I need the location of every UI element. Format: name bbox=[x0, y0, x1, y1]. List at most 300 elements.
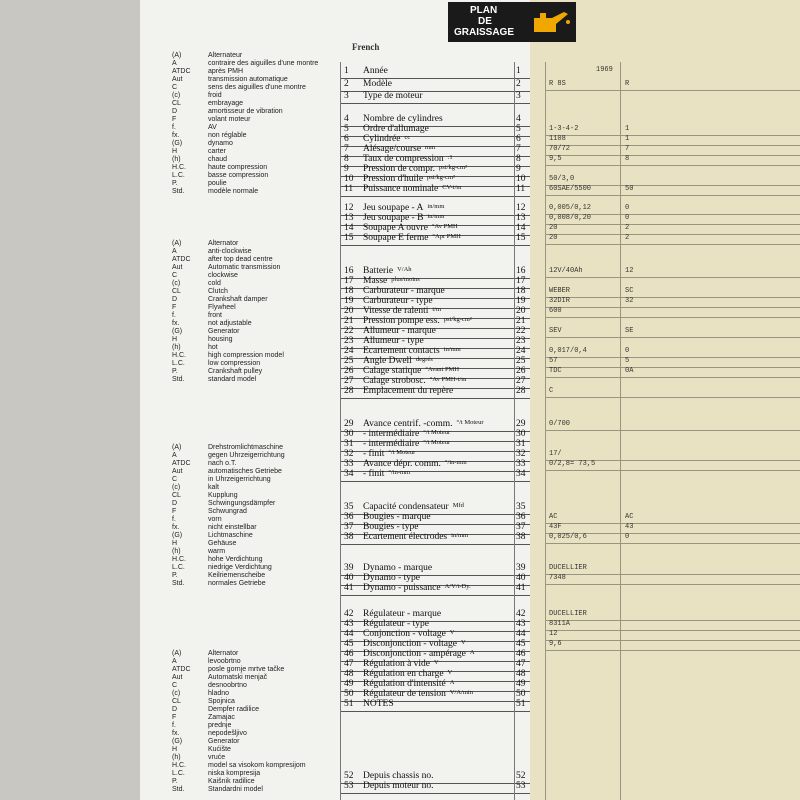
data-row-line bbox=[545, 620, 800, 621]
row-number-right: 52 bbox=[516, 771, 526, 781]
legend-entry bbox=[172, 444, 285, 452]
row-number-right: 8 bbox=[516, 154, 521, 164]
data-row-line bbox=[545, 155, 800, 156]
legend-abbr: fx. bbox=[172, 524, 180, 531]
row-label-text: Pression pompe ess. bbox=[363, 316, 440, 326]
legend-abbr: H.C. bbox=[172, 164, 186, 171]
legend-meaning: desnoobrtno bbox=[208, 682, 247, 689]
spec-value-2: 2 bbox=[625, 224, 630, 232]
row-label bbox=[363, 144, 435, 154]
legend-abbr: L.C. bbox=[172, 360, 185, 367]
legend-entry bbox=[172, 492, 285, 500]
data-row-line bbox=[545, 234, 800, 235]
row-label bbox=[363, 233, 461, 243]
row-label-text: Bougies - type bbox=[363, 522, 419, 532]
row-number: 22 bbox=[344, 326, 354, 336]
row-label-text: Puissance nominale bbox=[363, 184, 439, 194]
legend-entry bbox=[172, 84, 318, 92]
legend-entry bbox=[172, 116, 318, 124]
spec-value: 17/ bbox=[549, 450, 562, 458]
legend-entry bbox=[172, 738, 306, 746]
row-label bbox=[363, 609, 441, 619]
row-label-text: Alésage/course bbox=[363, 144, 422, 154]
row-label-text: Conjonction - voltage bbox=[363, 629, 446, 639]
spec-value: 20 bbox=[549, 234, 558, 242]
row-number: 27 bbox=[344, 376, 354, 386]
row-label-text: Bougies - marque bbox=[363, 512, 431, 522]
row-number: 6 bbox=[344, 134, 349, 144]
row-label-text: Carburateur - type bbox=[363, 296, 433, 306]
legend-meaning: Lichtmaschine bbox=[208, 532, 253, 539]
legend-meaning: Alternateur bbox=[208, 52, 243, 59]
row-unit: °Av PMH-t/m bbox=[429, 376, 467, 383]
spec-value-2: SC bbox=[625, 287, 634, 295]
legend-entry bbox=[172, 500, 285, 508]
row-label-text: Régulation en charge bbox=[363, 669, 444, 679]
legend-entry bbox=[172, 140, 318, 148]
legend-abbr: fx. bbox=[172, 730, 180, 737]
legend-abbr: Std. bbox=[172, 376, 185, 383]
data-row-line bbox=[545, 470, 800, 471]
legend-entry bbox=[172, 746, 306, 754]
legend-entry bbox=[172, 180, 318, 188]
row-number-right: 41 bbox=[516, 583, 526, 593]
legend-entry bbox=[172, 524, 285, 532]
legend-meaning: anti-clockwise bbox=[208, 248, 252, 255]
data-row-line bbox=[545, 650, 800, 651]
legend-entry bbox=[172, 52, 318, 60]
row-unit: degrés bbox=[415, 356, 433, 363]
row-unit: t/m bbox=[432, 306, 442, 313]
row-number: 7 bbox=[344, 144, 349, 154]
legend-meaning: Gehäuse bbox=[208, 540, 237, 547]
row-label-text: Vitesse de ralenti bbox=[363, 306, 429, 316]
legend-entry bbox=[172, 172, 318, 180]
spec-value: 12 bbox=[549, 630, 558, 638]
legend-entry bbox=[172, 256, 284, 264]
data-column-border bbox=[545, 62, 546, 800]
row-number: 9 bbox=[344, 164, 349, 174]
row-number: 50 bbox=[344, 689, 354, 699]
data-column-border-2 bbox=[620, 62, 621, 800]
row-number: 26 bbox=[344, 366, 354, 376]
row-number: 19 bbox=[344, 296, 354, 306]
legend-abbr: fx. bbox=[172, 132, 180, 139]
legend-meaning: chaud bbox=[208, 156, 228, 163]
spec-value-2: 0 bbox=[625, 533, 630, 541]
spec-value: 20 bbox=[549, 224, 558, 232]
legend-entry bbox=[172, 352, 284, 360]
legend-meaning: Spojnica bbox=[208, 698, 235, 705]
row-label bbox=[363, 286, 445, 296]
row-number: 41 bbox=[344, 583, 354, 593]
row-number-right: 24 bbox=[516, 346, 526, 356]
row-number-right: 6 bbox=[516, 134, 521, 144]
spec-value: AC bbox=[549, 513, 558, 521]
legend-abbr: (G) bbox=[172, 532, 183, 539]
data-row-line bbox=[545, 377, 800, 378]
legend-meaning: warm bbox=[208, 548, 226, 555]
legend-entry bbox=[172, 344, 284, 352]
row-number-right: 36 bbox=[516, 512, 526, 522]
legend-entry bbox=[172, 476, 285, 484]
spec-value-2: 50 bbox=[625, 185, 634, 193]
legend-entry bbox=[172, 108, 318, 116]
legend-abbr: (c) bbox=[172, 484, 181, 491]
row-label-text: Masse bbox=[363, 276, 388, 286]
legend-abbr: D bbox=[172, 296, 178, 303]
legend-abbr: F bbox=[172, 304, 177, 311]
legend-abbr: H bbox=[172, 148, 178, 155]
row-number-right: 50 bbox=[516, 689, 526, 699]
legend-entry bbox=[172, 468, 285, 476]
spec-value: 600 bbox=[549, 307, 562, 315]
legend-meaning: Crankshaft damper bbox=[208, 296, 268, 303]
spec-value-2: R bbox=[625, 80, 630, 88]
legend-entry bbox=[172, 580, 285, 588]
row-number-right: 12 bbox=[516, 203, 526, 213]
spec-table bbox=[340, 0, 530, 800]
row-label bbox=[363, 573, 420, 583]
legend-entry bbox=[172, 124, 318, 132]
spec-row bbox=[340, 781, 530, 794]
row-label-text: Régulateur de tension bbox=[363, 689, 446, 699]
row-number: 33 bbox=[344, 459, 354, 469]
legend-meaning: basse compression bbox=[208, 172, 269, 179]
row-number-right: 38 bbox=[516, 532, 526, 542]
row-unit: °/t Moteur bbox=[423, 429, 451, 436]
legend-abbr: (A) bbox=[172, 650, 182, 657]
row-label-text: Dynamo - marque bbox=[363, 563, 433, 573]
legend-meaning: Kupplung bbox=[208, 492, 238, 499]
legend-abbr: H bbox=[172, 336, 178, 343]
row-label bbox=[363, 419, 484, 429]
row-number: 46 bbox=[344, 649, 354, 659]
row-number: 47 bbox=[344, 659, 354, 669]
row-number: 43 bbox=[344, 619, 354, 629]
legend-abbr: Std. bbox=[172, 786, 185, 793]
row-label bbox=[363, 629, 455, 639]
table-left-border bbox=[340, 62, 341, 800]
legend-entry bbox=[172, 762, 306, 770]
row-label-text: Ecartement électrodes bbox=[363, 532, 448, 542]
legend-meaning: gegen Uhrzeigerrichtung bbox=[208, 452, 285, 459]
row-label-text: Soupape A ouvre bbox=[363, 223, 428, 233]
row-label-text: Soupape E ferme bbox=[363, 233, 429, 243]
spec-value-2: 0A bbox=[625, 367, 634, 375]
row-label-text: Dynamo - puissance bbox=[363, 583, 441, 593]
row-label bbox=[363, 522, 418, 532]
row-label-text: Emplacement du repère bbox=[363, 386, 454, 396]
legend-meaning: housing bbox=[208, 336, 233, 343]
data-row-line bbox=[545, 367, 800, 368]
legend-abbr: f. bbox=[172, 722, 176, 729]
spec-value: 32DIR bbox=[549, 297, 571, 305]
row-label-text: Avance dépr. comm. bbox=[363, 459, 441, 469]
legend-meaning: low compression bbox=[208, 360, 261, 367]
legend-entry bbox=[172, 564, 285, 572]
legend-meaning: Generator bbox=[208, 738, 240, 745]
row-unit: A bbox=[449, 679, 455, 686]
row-number: 37 bbox=[344, 522, 354, 532]
row-number: 17 bbox=[344, 276, 354, 286]
spec-value: DUCELLIER bbox=[549, 564, 587, 572]
legend-meaning: kalt bbox=[208, 484, 219, 491]
logo-line-3: GRAISSAGE bbox=[454, 27, 515, 38]
spec-value-2: 1 bbox=[625, 125, 630, 133]
row-number: 12 bbox=[344, 203, 354, 213]
row-number: 29 bbox=[344, 419, 354, 429]
legend-abbr: Aut bbox=[172, 468, 183, 475]
legend-entry bbox=[172, 778, 306, 786]
legend-abbr: C bbox=[172, 272, 178, 279]
legend-entry bbox=[172, 240, 284, 248]
row-label bbox=[363, 124, 429, 134]
row-label bbox=[363, 174, 455, 184]
legend-entry bbox=[172, 714, 306, 722]
legend-abbr: Aut bbox=[172, 674, 183, 681]
spec-row bbox=[340, 699, 530, 712]
row-number: 16 bbox=[344, 266, 354, 276]
row-number-right: 5 bbox=[516, 124, 521, 134]
legend-meaning: levoobrtno bbox=[208, 658, 241, 665]
spec-value-2: 0 bbox=[625, 204, 630, 212]
spec-value: 0,008/0,20 bbox=[549, 214, 592, 222]
legend-entry bbox=[172, 516, 285, 524]
legend-entry bbox=[172, 68, 318, 76]
legend-abbr: (h) bbox=[172, 344, 181, 351]
row-unit: mm bbox=[425, 144, 436, 151]
row-unit: in/mm bbox=[443, 346, 461, 353]
row-number-right: 47 bbox=[516, 659, 526, 669]
spec-value: 12V/40Ah bbox=[549, 267, 583, 275]
row-label bbox=[363, 346, 461, 356]
legend-abbr: f. bbox=[172, 124, 176, 131]
row-unit: V/Ah bbox=[397, 266, 412, 273]
legend-abbr: CL bbox=[172, 100, 181, 107]
legend-entry bbox=[172, 264, 284, 272]
legend-abbr: H.C. bbox=[172, 352, 186, 359]
row-number-right: 35 bbox=[516, 502, 526, 512]
row-label-text: Disconjonction - ampérage bbox=[363, 649, 466, 659]
spec-value-2: 0 bbox=[625, 214, 630, 222]
spec-row bbox=[340, 233, 530, 246]
spec-row bbox=[340, 91, 530, 104]
legend-abbr: ATDC bbox=[172, 666, 191, 673]
row-label bbox=[363, 649, 475, 659]
legend-entry bbox=[172, 682, 306, 690]
legend-entry bbox=[172, 148, 318, 156]
data-row-line bbox=[545, 523, 800, 524]
row-number-right: 13 bbox=[516, 213, 526, 223]
row-number: 38 bbox=[344, 532, 354, 542]
legend-entry bbox=[172, 548, 285, 556]
row-unit: °/t Moteur bbox=[456, 419, 484, 426]
row-label-text: Dynamo - type bbox=[363, 573, 420, 583]
row-label-text: Pression de compr. bbox=[363, 164, 436, 174]
legend-meaning: prednje bbox=[208, 722, 232, 729]
legend-abbr: F bbox=[172, 714, 177, 721]
data-row-line bbox=[545, 640, 800, 641]
row-label bbox=[363, 449, 415, 459]
legend-meaning: volant moteur bbox=[208, 116, 251, 123]
row-label-text: Type de moteur bbox=[363, 91, 423, 101]
row-label bbox=[363, 276, 420, 286]
row-label bbox=[363, 502, 464, 512]
legend-abbr: (c) bbox=[172, 280, 181, 287]
legend-abbr: (G) bbox=[172, 328, 183, 335]
spec-row bbox=[340, 184, 530, 197]
row-label-text: Jeu soupape - B bbox=[363, 213, 424, 223]
spec-row bbox=[340, 469, 530, 482]
data-row-line bbox=[545, 584, 800, 585]
row-number: 28 bbox=[344, 386, 354, 396]
row-unit: Mfd bbox=[452, 502, 464, 509]
legend-meaning: hladno bbox=[208, 690, 230, 697]
legend-entry bbox=[172, 484, 285, 492]
legend-entry bbox=[172, 360, 284, 368]
legend-abbr: (h) bbox=[172, 548, 181, 555]
legend-meaning: model sa visokom kompresijom bbox=[208, 762, 306, 769]
legend-abbr: ATDC bbox=[172, 68, 191, 75]
row-label-text: Calage strobosc. bbox=[363, 376, 426, 386]
row-unit: psi/kg-cm² bbox=[443, 316, 472, 323]
spec-row bbox=[340, 386, 530, 399]
row-number: 4 bbox=[344, 114, 349, 124]
spec-value: SEV bbox=[549, 327, 562, 335]
row-label bbox=[363, 771, 433, 781]
spec-value: 9,6 bbox=[549, 640, 562, 648]
row-unit: V bbox=[449, 629, 455, 636]
spec-value-2: 43 bbox=[625, 523, 634, 531]
legend-english bbox=[172, 240, 284, 384]
legend-entry bbox=[172, 248, 284, 256]
legend-french bbox=[172, 52, 318, 196]
legend-entry bbox=[172, 320, 284, 328]
data-row-line bbox=[545, 397, 800, 398]
data-row-line bbox=[545, 224, 800, 225]
legend-meaning: not adjustable bbox=[208, 320, 252, 327]
legend-meaning: automatisches Getriebe bbox=[208, 468, 282, 475]
legend-abbr: A bbox=[172, 658, 177, 665]
legend-entry bbox=[172, 786, 306, 794]
legend-entry bbox=[172, 658, 306, 666]
row-unit: psi/kg-cm² bbox=[427, 174, 455, 181]
legend-abbr: P. bbox=[172, 778, 178, 785]
legend-entry bbox=[172, 690, 306, 698]
spec-value: 70/72 bbox=[549, 145, 571, 153]
row-label-text: - intermédiaire bbox=[363, 429, 420, 439]
row-label bbox=[363, 114, 443, 124]
data-row-line bbox=[545, 307, 800, 308]
spec-value: C bbox=[549, 387, 554, 395]
row-number: 23 bbox=[344, 336, 354, 346]
legend-abbr: C bbox=[172, 682, 178, 689]
legend-meaning: Clutch bbox=[208, 288, 228, 295]
row-label-text: Carburateur - marque bbox=[363, 286, 445, 296]
row-label-text: Pression d'huile bbox=[363, 174, 424, 184]
row-label-text: Batterie bbox=[363, 266, 394, 276]
row-label-text: Depuis moteur no. bbox=[363, 781, 434, 791]
legend-meaning: Zamajac bbox=[208, 714, 235, 721]
legend-abbr: fx. bbox=[172, 320, 180, 327]
row-label-text: Régulation d'intensité bbox=[363, 679, 446, 689]
row-number: 24 bbox=[344, 346, 354, 356]
data-row-line bbox=[545, 135, 800, 136]
row-label bbox=[363, 306, 441, 316]
legend-abbr: D bbox=[172, 706, 178, 713]
row-number-right: 49 bbox=[516, 679, 526, 689]
legend-entry bbox=[172, 556, 285, 564]
row-number-right: 39 bbox=[516, 563, 526, 573]
legend-meaning: clockwise bbox=[208, 272, 238, 279]
spec-value-2: 2 bbox=[625, 234, 630, 242]
row-unit: °/in-mm bbox=[388, 469, 411, 476]
row-label-text: Allumeur - marque bbox=[363, 326, 436, 336]
legend-abbr: Aut bbox=[172, 76, 183, 83]
row-label bbox=[363, 134, 410, 144]
row-number: 8 bbox=[344, 154, 349, 164]
row-label bbox=[363, 459, 467, 469]
row-label-text: Capacité condensateur bbox=[363, 502, 449, 512]
data-row-line bbox=[545, 430, 800, 431]
legend-meaning: hot bbox=[208, 344, 218, 351]
row-label bbox=[363, 266, 412, 276]
logo-line-1: PLAN bbox=[470, 5, 498, 16]
row-label bbox=[363, 679, 454, 689]
row-label bbox=[363, 386, 453, 396]
legend-meaning: vruće bbox=[208, 754, 226, 761]
legend-entry bbox=[172, 328, 284, 336]
legend-abbr: (G) bbox=[172, 738, 183, 745]
row-label-text: Calage statique bbox=[363, 366, 422, 376]
row-label bbox=[363, 429, 450, 439]
spec-value: R 8S bbox=[549, 80, 566, 88]
row-number: 42 bbox=[344, 609, 354, 619]
row-number-right: 16 bbox=[516, 266, 526, 276]
spec-value-2: 5 bbox=[625, 357, 630, 365]
row-number: 18 bbox=[344, 286, 354, 296]
row-number: 25 bbox=[344, 356, 354, 366]
row-number-right: 4 bbox=[516, 114, 521, 124]
row-unit: V/A/min bbox=[449, 689, 473, 696]
row-label-text: Régulateur - type bbox=[363, 619, 429, 629]
legend-meaning: posle gornje mrtve tačke bbox=[208, 666, 285, 673]
row-label-text: Allumeur - type bbox=[363, 336, 424, 346]
row-number: 1 bbox=[344, 66, 349, 76]
row-number-right: 51 bbox=[516, 699, 526, 709]
row-number: 31 bbox=[344, 439, 354, 449]
data-row-line bbox=[545, 317, 800, 318]
row-label bbox=[363, 296, 433, 306]
spec-value-2: SE bbox=[625, 327, 634, 335]
legend-entry bbox=[172, 730, 306, 738]
spec-value-2: 8 bbox=[625, 155, 630, 163]
data-row-line bbox=[545, 574, 800, 575]
spec-row bbox=[340, 583, 530, 596]
row-number-right: 28 bbox=[516, 386, 526, 396]
row-number-right: 17 bbox=[516, 276, 526, 286]
row-number-right: 42 bbox=[516, 609, 526, 619]
spec-value: 1-3-4-2 bbox=[549, 125, 579, 133]
row-number: 44 bbox=[344, 629, 354, 639]
legend-abbr: CL bbox=[172, 698, 181, 705]
row-number-right: 45 bbox=[516, 639, 526, 649]
row-number-right: 15 bbox=[516, 233, 526, 243]
legend-meaning: Crankshaft pulley bbox=[208, 368, 263, 375]
row-label-text: Cylindrée bbox=[363, 134, 401, 144]
spec-value: 0/700 bbox=[549, 420, 571, 428]
